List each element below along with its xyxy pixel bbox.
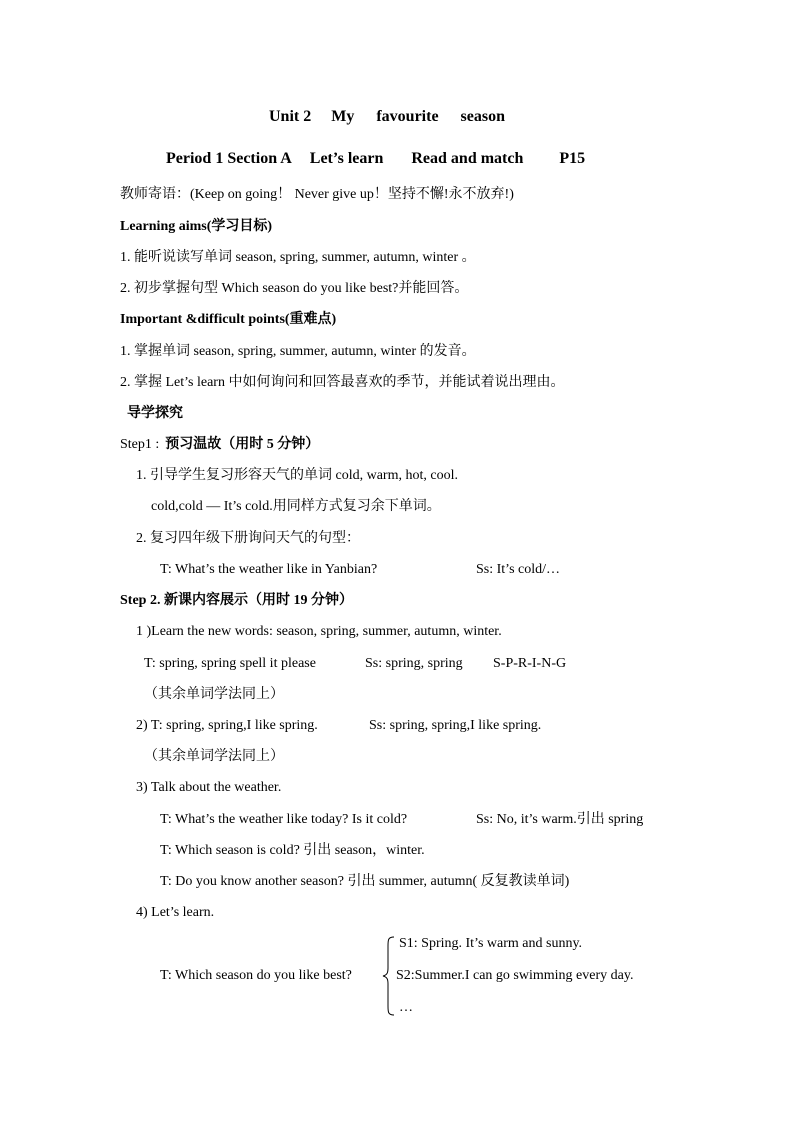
step2-item2-teacher: 2) T: spring, spring,I like spring. — [136, 718, 318, 733]
subtitle-page: P15 — [559, 150, 586, 167]
period-subtitle — [166, 150, 585, 168]
unit-title — [269, 108, 505, 126]
step1-item1-cont: cold,cold — It’s cold.用同样方式复习余下单词。 — [151, 499, 441, 514]
step1-item2: 2. 复习四年级下册询问天气的句型： — [136, 531, 360, 546]
title-favourite: favourite — [376, 108, 439, 125]
step2-item1: 1 )Learn the new words: season, spring, summer, autumn, winter. — [136, 624, 502, 639]
step2-item4-reply-1: S1: Spring. It’s warm and sunny. — [399, 936, 583, 951]
step2-item4-reply-2: S2:Summer.I can go swimming every day. — [396, 968, 634, 983]
step2-item4-question: T: Which season do you like best? — [160, 968, 352, 983]
teacher-note: 教师寄语：(Keep on going！ Never give up！坚持不懈!永不放弃!) — [120, 187, 514, 202]
step2-item4-reply-3: … — [399, 1000, 413, 1015]
point-item: 2. 掌握 Let’s learn 中如何询问和回答最喜欢的季节，并能试着说出理由。 — [120, 375, 565, 390]
step2-item2-students: Ss: spring, spring,I like spring. — [369, 718, 542, 733]
step1-item1: 1. 引导学生复习形容天气的单词 cold, warm, hot, cool. — [136, 468, 458, 483]
step2-heading: Step 2. 新课内容展示（用时 19 分钟） — [120, 593, 353, 608]
curly-brace — [382, 936, 396, 1016]
step1-heading — [120, 436, 319, 454]
step2-item3-teacher-b: T: Which season is cold? 引出 season，winter. — [160, 843, 425, 858]
aim-item: 2. 初步掌握句型 Which season do you like best?并能回答。 — [120, 281, 469, 296]
explore-heading: 导学探究 — [127, 406, 183, 421]
subtitle-read: Read and match — [411, 150, 524, 167]
points-heading: Important &difficult points(重难点) — [120, 312, 337, 327]
point-item: 1. 掌握单词 season, spring, summer, autumn, winter 的发音。 — [120, 344, 476, 359]
step2-item1-teacher: T: spring, spring spell it please — [144, 656, 316, 671]
step2-item3-teacher-a: T: What’s the weather like today? Is it cold? — [160, 812, 408, 827]
step2-item3-students-a: Ss: No, it’s warm.引出 spring — [476, 812, 644, 827]
step1-label: Step1 : — [120, 437, 160, 452]
title-my: My — [331, 108, 355, 125]
step2-item3-teacher-c: T: Do you know another season? 引出 summer, autumn( 反复教读单词) — [160, 874, 570, 889]
title-season: season — [460, 108, 505, 125]
subtitle-learn: Let’s learn — [309, 150, 384, 167]
step1-title: 预习温故（用时 5 分钟） — [165, 437, 320, 452]
step2-item2-note: （其余单词学法同上） — [144, 749, 284, 764]
aim-item: 1. 能听说读写单词 season, spring, summer, autumn, winter 。 — [120, 250, 476, 265]
aims-heading: Learning aims(学习目标) — [120, 219, 273, 234]
step2-item4: 4) Let’s learn. — [136, 905, 215, 920]
step2-item1-students: Ss: spring, spring — [365, 656, 463, 671]
step2-item1-spelling: S-P-R-I-N-G — [493, 656, 567, 671]
subtitle-period: Period 1 Section A — [166, 150, 292, 167]
step2-item1-note: （其余单词学法同上） — [144, 687, 284, 702]
title-unit: Unit 2 — [269, 108, 312, 125]
step1-teacher-line: T: What’s the weather like in Yanbian? — [160, 562, 378, 577]
step1-student-line: Ss: It’s cold/… — [476, 562, 561, 577]
step2-item3: 3) Talk about the weather. — [136, 780, 282, 795]
